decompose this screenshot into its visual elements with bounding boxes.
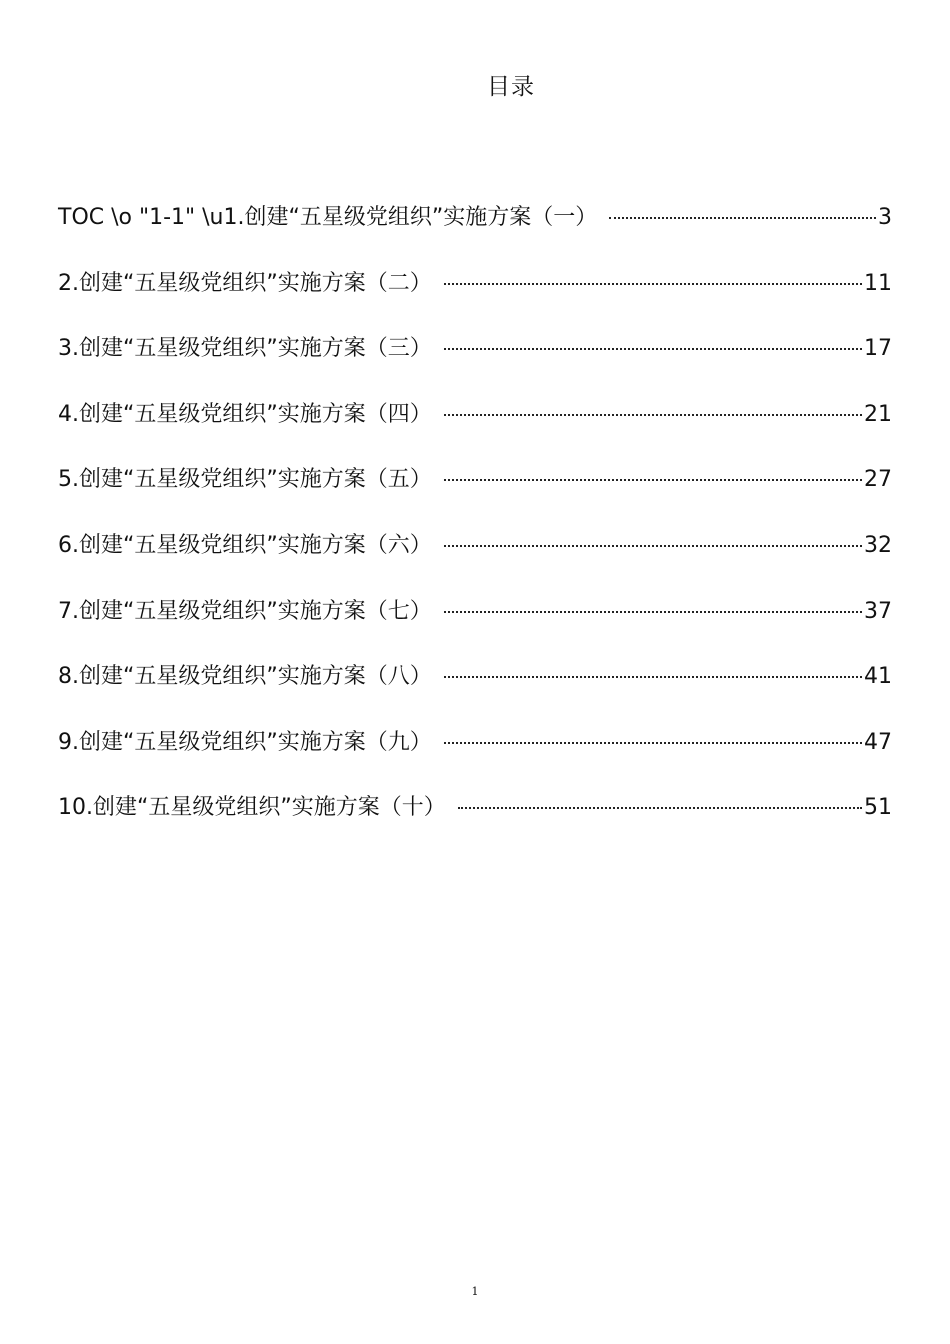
toc-entry-text: 9.创建“五星级党组织”实施方案（九） [58, 729, 432, 755]
toc-entry-9[interactable] [58, 721, 892, 787]
toc-entry-7[interactable] [58, 590, 892, 656]
toc-entry-page: 3 [878, 205, 892, 230]
toc-entry-1[interactable] [58, 196, 892, 262]
toc-dot-leader [444, 676, 862, 678]
toc-entry-text: 7.创建“五星级党组织”实施方案（七） [58, 598, 432, 624]
toc-entry-text: 8.创建“五星级党组织”实施方案（八） [58, 664, 432, 690]
toc-entry-8[interactable] [58, 655, 892, 721]
toc-dot-leader [609, 217, 876, 219]
toc-dot-leader [458, 807, 862, 809]
footer-page-number: 1 [471, 1285, 479, 1298]
toc-entry-page: 41 [864, 664, 892, 690]
toc-entry-text: 6.创建“五星级党组织”实施方案（六） [58, 532, 432, 558]
toc-entry-3[interactable] [58, 327, 892, 393]
toc-entry-page: 11 [864, 270, 892, 296]
toc-entry-page: 37 [864, 598, 892, 624]
toc-entry-page: 47 [864, 729, 892, 755]
toc-entry-text: 4.创建“五星级党组织”实施方案（四） [58, 401, 432, 427]
toc-entry-page: 51 [864, 795, 892, 821]
toc-list [58, 196, 892, 852]
toc-entry-6[interactable] [58, 524, 892, 590]
toc-entry-page: 21 [864, 401, 892, 427]
toc-entry-text: 10.创建“五星级党组织”实施方案（十） [58, 795, 446, 821]
toc-entry-page: 27 [864, 467, 892, 493]
toc-entry-page: 17 [864, 336, 892, 362]
toc-dot-leader [444, 545, 862, 547]
toc-title: 目录 [487, 74, 535, 100]
toc-entry-2[interactable] [58, 262, 892, 328]
toc-dot-leader [444, 742, 862, 744]
toc-dot-leader [444, 479, 862, 481]
toc-entry-text: 2.创建“五星级党组织”实施方案（二） [58, 270, 432, 296]
toc-entry-10[interactable] [58, 786, 892, 852]
toc-entry-text: 5.创建“五星级党组织”实施方案（五） [58, 467, 432, 493]
toc-dot-leader [444, 348, 862, 350]
toc-entry-text: TOC \o "1-1" \u1.创建“五星级党组织”实施方案（一） [58, 205, 598, 230]
toc-entry-text: 3.创建“五星级党组织”实施方案（三） [58, 336, 432, 362]
toc-dot-leader [444, 414, 862, 416]
toc-entry-5[interactable] [58, 458, 892, 524]
toc-entry-4[interactable] [58, 393, 892, 459]
toc-entry-page: 32 [864, 532, 892, 558]
toc-dot-leader [444, 611, 862, 613]
toc-dot-leader [444, 283, 862, 285]
